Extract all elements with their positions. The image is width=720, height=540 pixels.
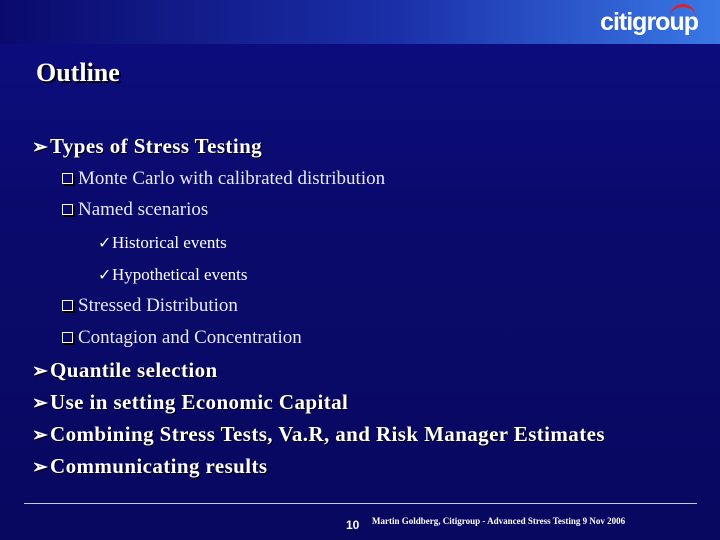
arrow-bullet-icon: ➢ (32, 393, 49, 414)
outline-item (62, 327, 302, 349)
outline-item-label: Historical events (112, 233, 227, 252)
checkbox-bullet-icon (62, 204, 73, 215)
slide-title: Outline (36, 58, 120, 87)
page-number: 10 (346, 518, 360, 532)
outline-item (32, 390, 348, 415)
outline-item-label: Contagion and Concentration (78, 327, 302, 348)
outline-item (62, 295, 238, 317)
checkbox-bullet-icon (62, 300, 73, 311)
outline-item-label: Types of Stress Testing (50, 134, 263, 158)
outline-item (98, 233, 227, 253)
checkmark-bullet-icon: ✓ (98, 235, 112, 252)
outline-item-label: Quantile selection (50, 358, 218, 382)
outline-item-label: Hypothetical events (112, 265, 248, 284)
outline-item (98, 265, 248, 285)
arrow-bullet-icon: ➢ (32, 457, 49, 478)
outline-item (32, 422, 605, 447)
arrow-bullet-icon: ➢ (32, 137, 49, 158)
arrow-bullet-icon: ➢ (32, 425, 49, 446)
checkbox-bullet-icon (62, 173, 73, 184)
outline-item (62, 199, 208, 221)
outline-item-label: Combining Stress Tests, Va.R, and Risk Manager Estimates (50, 422, 605, 446)
outline-item-label: Communicating results (50, 454, 268, 478)
outline-item (32, 134, 262, 159)
outline-item-label: Monte Carlo with calibrated distribution (78, 168, 386, 189)
outline-item-label: Named scenarios (78, 199, 209, 220)
outline-item-label: Stressed Distribution (78, 295, 238, 316)
logo-arc-icon (670, 4, 696, 21)
checkmark-bullet-icon: ✓ (98, 267, 112, 284)
outline-item (32, 358, 218, 383)
header-bar (0, 0, 720, 44)
footer-divider (24, 503, 697, 504)
outline-item (62, 168, 385, 190)
footer-citation: Martin Goldberg, Citigroup - Advanced Stress Testing 9 Nov 2006 (372, 516, 626, 526)
citigroup-logo: citigroup (600, 8, 698, 36)
checkbox-bullet-icon (62, 332, 73, 343)
arrow-bullet-icon: ➢ (32, 361, 49, 382)
outline-item (32, 454, 267, 479)
outline-item-label: Use in setting Economic Capital (50, 390, 349, 414)
